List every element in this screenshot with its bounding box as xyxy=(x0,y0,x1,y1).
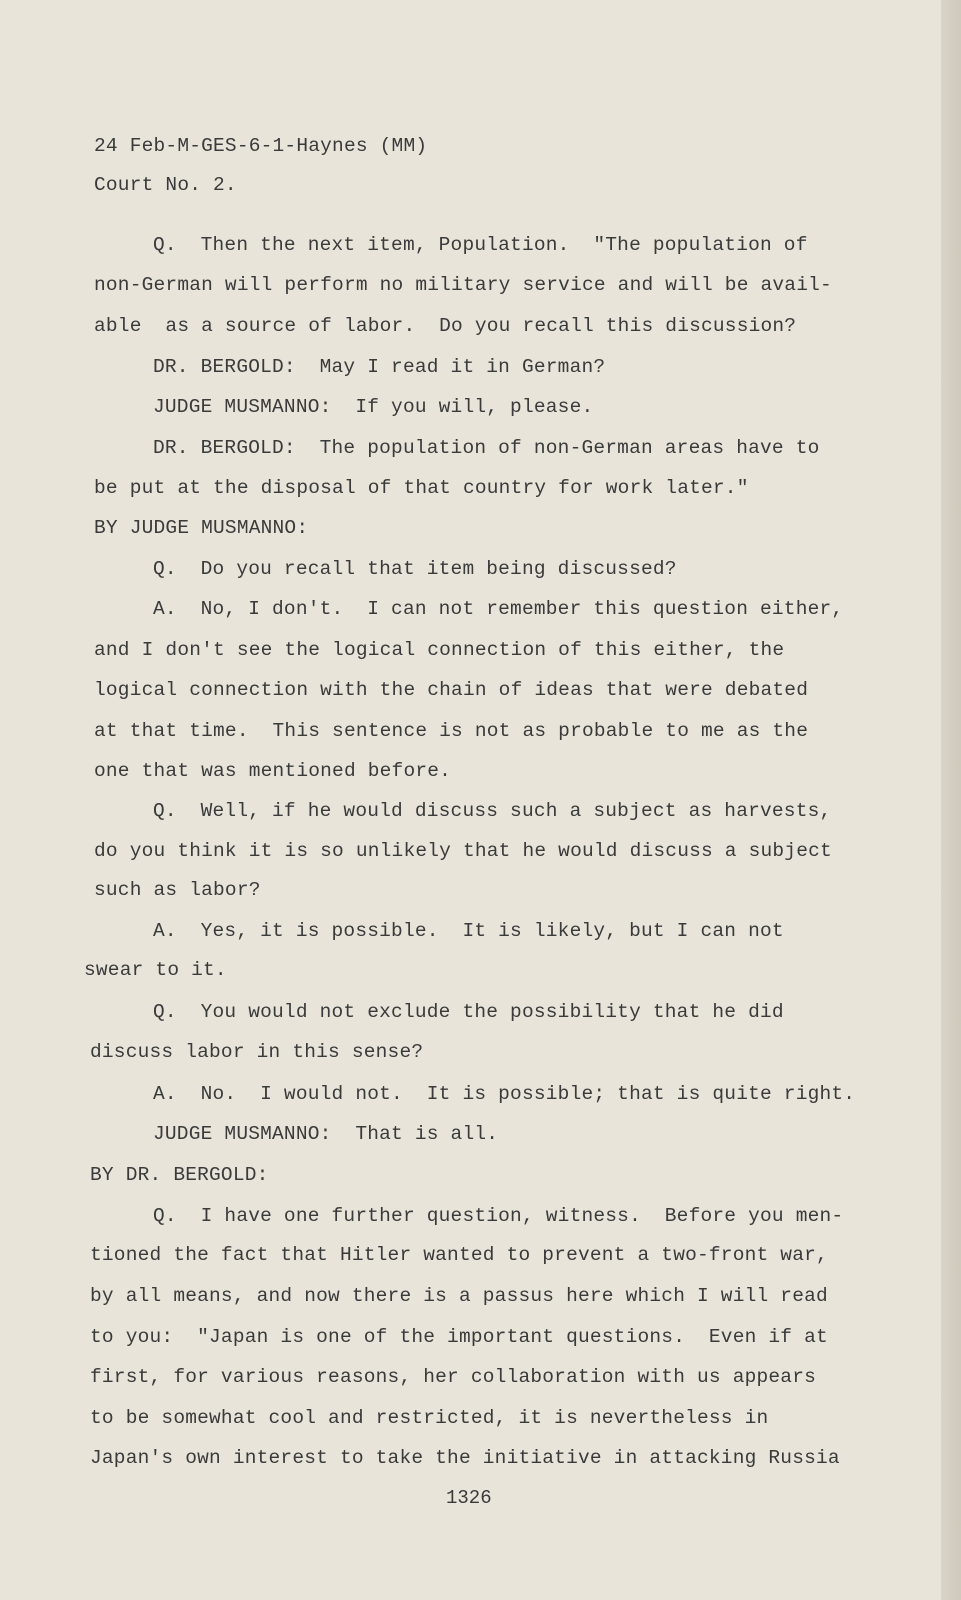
transcript-line: A. No, I don't. I can not remember this question either, xyxy=(153,598,844,620)
transcript-line: BY JUDGE MUSMANNO: xyxy=(94,517,309,539)
transcript-line: to be somewhat cool and restricted, it is nevertheless in xyxy=(90,1407,769,1429)
header-reference: 24 Feb-M-GES-6-1-Haynes (MM) xyxy=(94,135,428,157)
transcript-line: swear to it. xyxy=(84,959,227,981)
transcript-line: BY DR. BERGOLD: xyxy=(90,1164,269,1186)
transcript-line: to you: "Japan is one of the important questions. Even if at xyxy=(90,1326,828,1348)
court-number: Court No. 2. xyxy=(94,174,237,196)
page-edge xyxy=(941,0,961,1600)
transcript-line: A. No. I would not. It is possible; that is quite right. xyxy=(153,1083,856,1105)
transcript-line: such as labor? xyxy=(94,879,261,901)
transcript-line: and I don't see the logical connection of this either, the xyxy=(94,639,785,661)
transcript-line: Q. Then the next item, Population. "The population of xyxy=(153,234,808,256)
transcript-line: first, for various reasons, her collaboration with us appears xyxy=(90,1366,817,1388)
transcript-line: at that time. This sentence is not as probable to me as the xyxy=(94,720,809,742)
transcript-line: able as a source of labor. Do you recall this discussion? xyxy=(94,315,797,337)
transcript-line: A. Yes, it is possible. It is likely, but I can not xyxy=(153,920,784,942)
transcript-line: be put at the disposal of that country for work later." xyxy=(94,477,749,499)
transcript-line: non-German will perform no military service and will be avail- xyxy=(94,274,832,296)
transcript-line: logical connection with the chain of ideas that were debated xyxy=(94,679,809,701)
transcript-line: Q. Well, if he would discuss such a subject as harvests, xyxy=(153,800,832,822)
transcript-line: DR. BERGOLD: May I read it in German? xyxy=(153,356,606,378)
transcript-line: by all means, and now there is a passus here which I will read xyxy=(90,1285,828,1307)
transcript-line: Japan's own interest to take the initiative in attacking Russia xyxy=(90,1447,840,1469)
transcript-line: one that was mentioned before. xyxy=(94,760,452,782)
transcript-line: discuss labor in this sense? xyxy=(90,1041,424,1063)
transcript-line: Q. You would not exclude the possibility that he did xyxy=(153,1001,784,1023)
transcript-line: tioned the fact that Hitler wanted to prevent a two-front war, xyxy=(90,1244,828,1266)
transcript-line: DR. BERGOLD: The population of non-German areas have to xyxy=(153,437,820,459)
transcript-line: Q. Do you recall that item being discussed? xyxy=(153,558,677,580)
transcript-line: do you think it is so unlikely that he would discuss a subject xyxy=(94,840,832,862)
transcript-line: Q. I have one further question, witness. Before you men- xyxy=(153,1205,844,1227)
transcript-line: JUDGE MUSMANNO: If you will, please. xyxy=(153,396,594,418)
page-number: 1326 xyxy=(446,1487,492,1509)
transcript-line: JUDGE MUSMANNO: That is all. xyxy=(153,1123,499,1145)
